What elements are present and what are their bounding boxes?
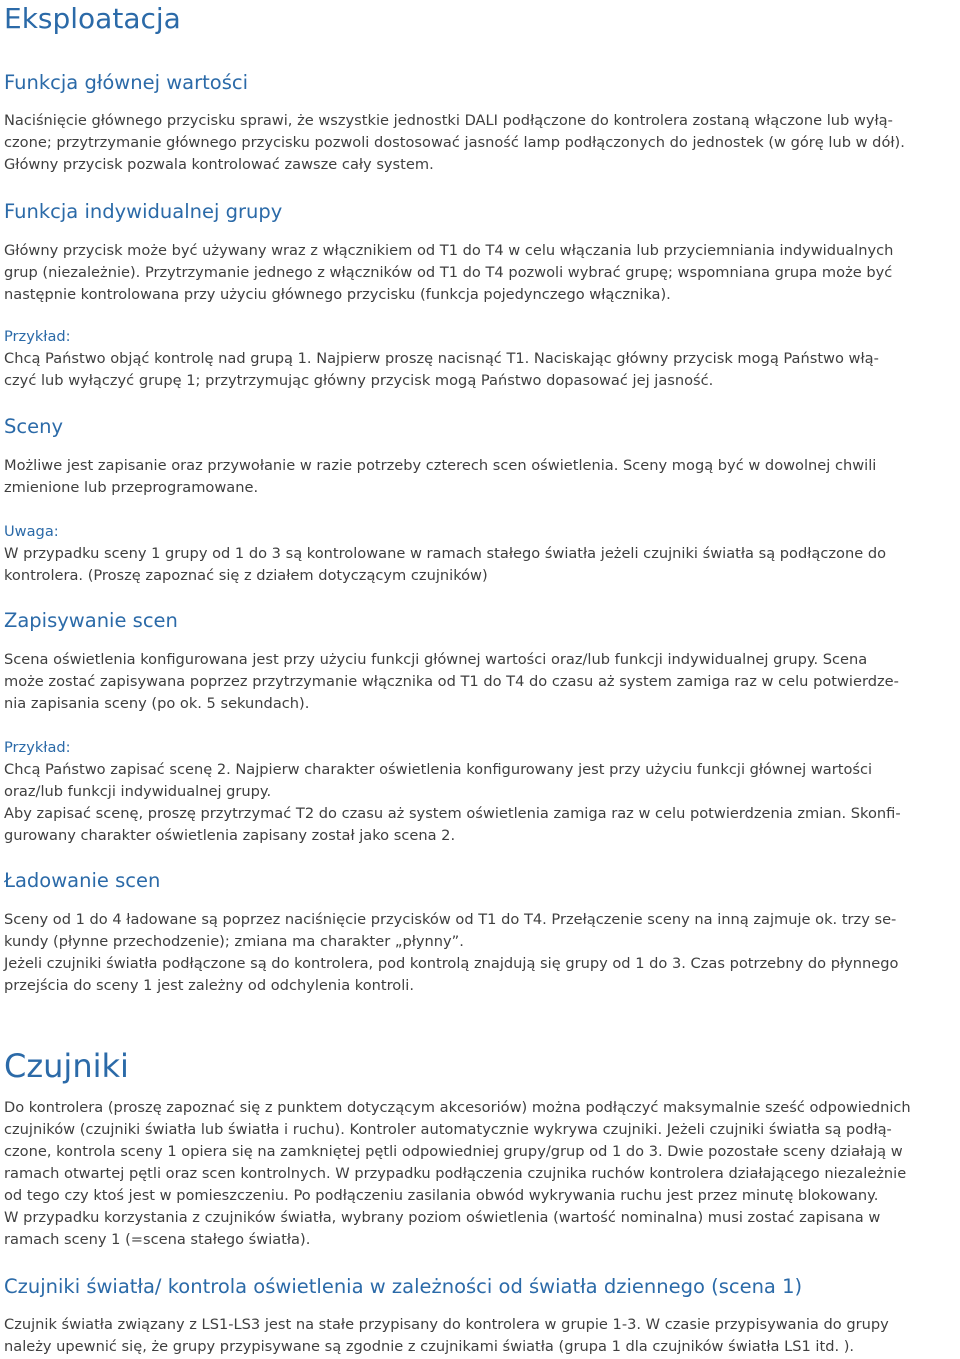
paragraph-load-scenes (4, 909, 950, 997)
heading-individual-group: Funkcja indywidualnej grupy (4, 200, 283, 223)
text-line: następnie kontrolowana przy użyciu głównego przycisku (funkcja pojedynczego włącznika). (4, 286, 671, 303)
text-line: oraz/lub funkcji indywidualnej grupy. (4, 783, 272, 800)
text-line: zmienione lub przeprogramowane. (4, 479, 259, 496)
text-line: Główny przycisk może być używany wraz z włącznikiem od T1 do T4 w celu włączania lub przyciemniania indywidualnych (4, 242, 894, 259)
text-line: czujników (czujniki światła lub światła i ruchu). Kontroler automatycznie wykrywa czujniki. Jeżeli czujniki światła są podłą- (4, 1121, 892, 1138)
page-title: Eksploatacja (4, 2, 181, 35)
text-line: kontrolera. (Proszę zapoznać się z działem dotyczącym czujników) (4, 567, 488, 584)
paragraph-group-example (4, 348, 950, 392)
paragraph-scenes-note (4, 543, 950, 587)
text-line: czone; przytrzymanie głównego przycisku pozwoli dostosować jasność lamp podłączonych do jednostek (w górę lub w dół). (4, 134, 905, 151)
paragraph-scenes (4, 455, 950, 499)
heading-sensors: Czujniki (4, 1047, 129, 1085)
text-line: Aby zapisać scenę, proszę przytrzymać T2 do czasu aż system oświetlenia zamiga raz w celu potwierdzenia zmian. Skonfi- (4, 805, 901, 822)
heading-main-value: Funkcja głównej wartości (4, 71, 249, 94)
text-line: Chcą Państwo zapisać scenę 2. Najpierw charakter oświetlenia konfigurowany jest przy użyciu funkcji głównej wartości (4, 761, 873, 778)
text-line: Do kontrolera (proszę zapoznać się z punktem dotyczącym akcesoriów) można podłączyć maksymalnie sześć odpowiednich (4, 1099, 911, 1116)
example-label: Przykład: (4, 739, 71, 756)
paragraph-individual-group (4, 240, 950, 306)
text-line: Jeżeli czujniki światła podłączone są do kontrolera, pod kontrolą znajdują się grupy od 1 do 3. Czas potrzebny do płynnego (4, 955, 899, 972)
text-line: Chcą Państwo objąć kontrolę nad grupą 1. Najpierw proszę nacisnąć T1. Naciskając główny przycisk mogą Państwo włą- (4, 350, 879, 367)
text-line: ramach otwartej pętli oraz scen kontrolnych. W przypadku podłączenia czujnika ruchów kontrolera działającego niezależnie (4, 1165, 907, 1182)
text-line: W przypadku korzystania z czujników światła, wybrany poziom oświetlenia (wartość nominalna) musi zostać zapisana w (4, 1209, 881, 1226)
example-label: Przykład: (4, 328, 71, 345)
text-line: może zostać zapisywana poprzez przytrzymanie włącznika od T1 do T4 do czasu aż system zamiga raz w celu potwierdze- (4, 673, 899, 690)
heading-load-scenes: Ładowanie scen (4, 869, 161, 892)
text-line: nia zapisania sceny (po ok. 5 sekundach). (4, 695, 310, 712)
paragraph-sensors (4, 1097, 950, 1251)
heading-save-scenes: Zapisywanie scen (4, 609, 178, 632)
text-line: przejścia do sceny 1 jest zależny od odchylenia kontroli. (4, 977, 414, 994)
text-line: Scena oświetlenia konfigurowana jest przy użyciu funkcji głównej wartości oraz/lub funkcji indywidualnej grupy. Scena (4, 651, 868, 668)
text-line: czone, kontrola sceny 1 opiera się na zamkniętej pętli odpowiedniej grupy/grup od 1 do 3. Dwie pozostałe sceny działają w (4, 1143, 903, 1160)
text-line: Główny przycisk pozwala kontrolować zawsze cały system. (4, 156, 434, 173)
paragraph-light-sensors (4, 1314, 950, 1358)
text-line: Sceny od 1 do 4 ładowane są poprzez naciśnięcie przycisków od T1 do T4. Przełączenie sceny na inną zajmuje ok. trzy se- (4, 911, 897, 928)
note-label: Uwaga: (4, 523, 59, 540)
text-line: od tego czy ktoś jest w pomieszczeniu. Po podłączeniu zasilania obwód wykrywania ruchu jest przez minutę blokowany. (4, 1187, 879, 1204)
text-line: Czujnik światła związany z LS1-LS3 jest na stałe przypisany do kontrolera w grupie 1-3. W czasie przypisywania do grupy (4, 1316, 889, 1333)
heading-light-sensors: Czujniki światła/ kontrola oświetlenia w zależności od światła dziennego (scena 1) (4, 1275, 803, 1298)
text-line: ramach sceny 1 (=scena stałego światła). (4, 1231, 311, 1248)
text-line: należy upewnić się, że grupy przypisywane są zgodnie z czujnikami światła (grupa 1 dla czujników światła LS1 itd. ). (4, 1338, 855, 1355)
paragraph-save-example (4, 759, 950, 847)
heading-scenes: Sceny (4, 415, 63, 438)
text-line: gurowany charakter oświetlenia zapisany został jako scena 2. (4, 827, 456, 844)
text-line: Naciśnięcie głównego przycisku sprawi, że wszystkie jednostki DALI podłączone do kontrolera zostaną włączone lub wyłą- (4, 112, 893, 129)
paragraph-main-value (4, 110, 950, 176)
paragraph-save-scenes (4, 649, 950, 715)
text-line: czyć lub wyłączyć grupę 1; przytrzymując główny przycisk mogą Państwo dopasować jej jasność. (4, 372, 714, 389)
text-line: grup (niezależnie). Przytrzymanie jednego z włączników od T1 do T4 pozwoli wybrać grupę; wspomniana grupa może być (4, 264, 893, 281)
text-line: Możliwe jest zapisanie oraz przywołanie w razie potrzeby czterech scen oświetlenia. Sceny mogą być w dowolnej chwili (4, 457, 877, 474)
text-line: kundy (płynne przechodzenie); zmiana ma charakter „płynny”. (4, 933, 464, 950)
text-line: W przypadku sceny 1 grupy od 1 do 3 są kontrolowane w ramach stałego światła jeżeli czujniki światła są podłączone do (4, 545, 887, 562)
